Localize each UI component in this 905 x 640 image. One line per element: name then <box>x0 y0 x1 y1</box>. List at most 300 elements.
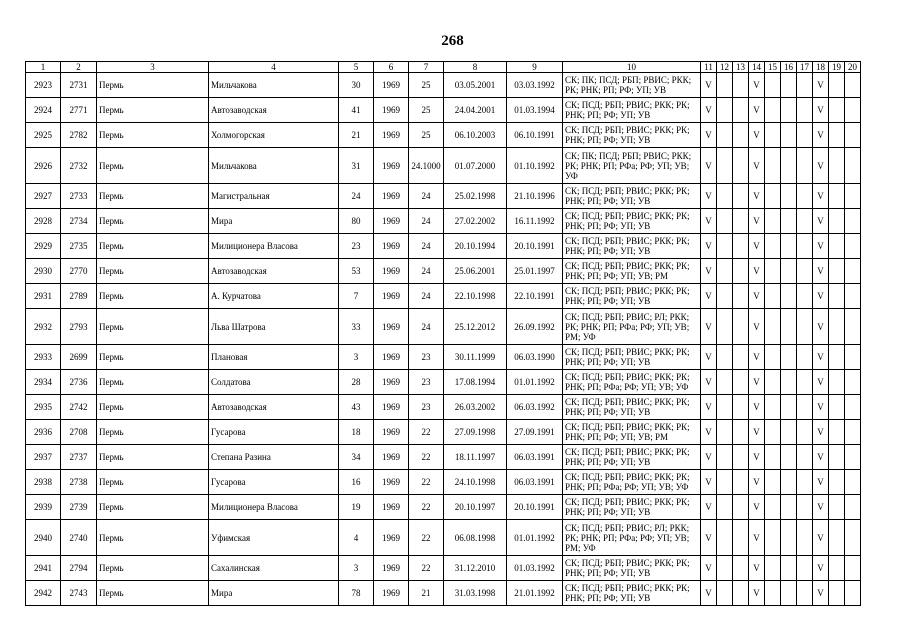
col-header-13: 13 <box>733 62 749 73</box>
cell-col-17 <box>797 98 813 123</box>
cell-col-6: 1969 <box>374 184 409 209</box>
cell-col-3: Пермь <box>97 184 209 209</box>
cell-col-20 <box>845 209 861 234</box>
cell-col-6: 1969 <box>374 470 409 495</box>
cell-col-15 <box>765 234 781 259</box>
cell-col-10: СК; ПСД; РБП; РВИС; РКК; РК; РНК; РП; РФ; УП; УВ <box>563 184 701 209</box>
cell-col-15 <box>765 445 781 470</box>
cell-col-4: Мильчакова <box>209 73 339 98</box>
table-body <box>26 73 861 606</box>
table-row <box>26 259 861 284</box>
table-row <box>26 520 861 556</box>
cell-col-18: V <box>813 470 829 495</box>
cell-col-3: Пермь <box>97 234 209 259</box>
cell-col-1: 2931 <box>26 284 61 309</box>
cell-col-12 <box>717 234 733 259</box>
cell-col-12 <box>717 420 733 445</box>
cell-col-11: V <box>701 259 717 284</box>
cell-col-8: 27.02.2002 <box>444 209 507 234</box>
cell-col-19 <box>829 209 845 234</box>
cell-col-3: Пермь <box>97 520 209 556</box>
cell-col-13 <box>733 395 749 420</box>
cell-col-18: V <box>813 556 829 581</box>
cell-col-2: 2794 <box>61 556 97 581</box>
cell-col-2: 2739 <box>61 495 97 520</box>
cell-col-5: 30 <box>339 73 374 98</box>
cell-col-8: 26.03.2002 <box>444 395 507 420</box>
cell-col-19 <box>829 259 845 284</box>
cell-col-3: Пермь <box>97 209 209 234</box>
col-header-17: 17 <box>797 62 813 73</box>
cell-col-14: V <box>749 309 765 345</box>
cell-col-4: Мира <box>209 581 339 606</box>
cell-col-11: V <box>701 234 717 259</box>
cell-col-16 <box>781 73 797 98</box>
cell-col-20 <box>845 556 861 581</box>
cell-col-6: 1969 <box>374 148 409 184</box>
cell-col-4: Магистральная <box>209 184 339 209</box>
cell-col-4: Мира <box>209 209 339 234</box>
cell-col-7: 23 <box>409 370 444 395</box>
cell-col-2: 2736 <box>61 370 97 395</box>
cell-col-7: 24 <box>409 234 444 259</box>
cell-col-17 <box>797 556 813 581</box>
cell-col-5: 7 <box>339 284 374 309</box>
cell-col-7: 22 <box>409 470 444 495</box>
cell-col-7: 24 <box>409 284 444 309</box>
cell-col-2: 2734 <box>61 209 97 234</box>
cell-col-2: 2708 <box>61 420 97 445</box>
cell-col-20 <box>845 495 861 520</box>
col-header-9: 9 <box>507 62 563 73</box>
cell-col-1: 2933 <box>26 345 61 370</box>
cell-col-12 <box>717 309 733 345</box>
cell-col-2: 2743 <box>61 581 97 606</box>
cell-col-10: СК; ПК; ПСД; РБП; РВИС; РКК; РК; РНК; РП; РФ; УП; УВ <box>563 73 701 98</box>
cell-col-4: Гусарова <box>209 470 339 495</box>
cell-col-15 <box>765 556 781 581</box>
cell-col-12 <box>717 370 733 395</box>
cell-col-1: 2938 <box>26 470 61 495</box>
cell-col-3: Пермь <box>97 556 209 581</box>
cell-col-3: Пермь <box>97 581 209 606</box>
cell-col-19 <box>829 556 845 581</box>
cell-col-20 <box>845 309 861 345</box>
cell-col-17 <box>797 581 813 606</box>
cell-col-7: 22 <box>409 495 444 520</box>
cell-col-20 <box>845 345 861 370</box>
cell-col-9: 06.03.1991 <box>507 470 563 495</box>
cell-col-6: 1969 <box>374 445 409 470</box>
cell-col-14: V <box>749 209 765 234</box>
cell-col-5: 31 <box>339 148 374 184</box>
col-header-15: 15 <box>765 62 781 73</box>
cell-col-7: 24 <box>409 184 444 209</box>
cell-col-10: СК; ПСД; РБП; РВИС; РКК; РК; РНК; РП; РФ; УП; УВ <box>563 234 701 259</box>
cell-col-11: V <box>701 123 717 148</box>
cell-col-14: V <box>749 370 765 395</box>
table-row <box>26 234 861 259</box>
cell-col-13 <box>733 234 749 259</box>
table-row <box>26 470 861 495</box>
cell-col-5: 21 <box>339 123 374 148</box>
cell-col-3: Пермь <box>97 148 209 184</box>
cell-col-18: V <box>813 520 829 556</box>
cell-col-8: 06.10.2003 <box>444 123 507 148</box>
cell-col-16 <box>781 556 797 581</box>
table-row <box>26 556 861 581</box>
cell-col-3: Пермь <box>97 495 209 520</box>
cell-col-9: 20.10.1991 <box>507 495 563 520</box>
cell-col-15 <box>765 73 781 98</box>
cell-col-19 <box>829 370 845 395</box>
cell-col-10: СК; ПСД; РБП; РВИС; РКК; РК; РНК; РП; РФ; УП; УВ <box>563 581 701 606</box>
cell-col-14: V <box>749 259 765 284</box>
cell-col-14: V <box>749 98 765 123</box>
cell-col-6: 1969 <box>374 520 409 556</box>
col-header-1: 1 <box>26 62 61 73</box>
cell-col-10: СК; ПСД; РБП; РВИС; РКК; РК; РНК; РП; РФ; УП; УВ <box>563 495 701 520</box>
cell-col-2: 2771 <box>61 98 97 123</box>
cell-col-10: СК; ПСД; РБП; РВИС; РКК; РК; РНК; РП; РФ; УП; УВ <box>563 556 701 581</box>
cell-col-4: Милиционера Власова <box>209 495 339 520</box>
cell-col-11: V <box>701 148 717 184</box>
cell-col-12 <box>717 345 733 370</box>
cell-col-12 <box>717 73 733 98</box>
cell-col-10: СК; ПСД; РБП; РВИС; РКК; РК; РНК; РП; РФ; УП; УВ <box>563 284 701 309</box>
cell-col-15 <box>765 470 781 495</box>
table-row <box>26 445 861 470</box>
cell-col-16 <box>781 184 797 209</box>
cell-col-4: Холмогорская <box>209 123 339 148</box>
cell-col-18: V <box>813 395 829 420</box>
cell-col-10: СК; ПСД; РБП; РВИС; РКК; РК; РНК; РП; РФа; РФ; УП; УВ; УФ <box>563 470 701 495</box>
cell-col-11: V <box>701 184 717 209</box>
cell-col-12 <box>717 556 733 581</box>
cell-col-12 <box>717 284 733 309</box>
header-row <box>26 62 861 73</box>
cell-col-13 <box>733 73 749 98</box>
cell-col-16 <box>781 284 797 309</box>
cell-col-17 <box>797 259 813 284</box>
cell-col-20 <box>845 370 861 395</box>
col-header-16: 16 <box>781 62 797 73</box>
cell-col-3: Пермь <box>97 345 209 370</box>
cell-col-2: 2737 <box>61 445 97 470</box>
table-row <box>26 209 861 234</box>
cell-col-17 <box>797 309 813 345</box>
cell-col-17 <box>797 445 813 470</box>
cell-col-7: 22 <box>409 445 444 470</box>
cell-col-4: Автозаводская <box>209 395 339 420</box>
cell-col-16 <box>781 123 797 148</box>
cell-col-16 <box>781 345 797 370</box>
table-row <box>26 184 861 209</box>
cell-col-1: 2936 <box>26 420 61 445</box>
cell-col-18: V <box>813 581 829 606</box>
col-header-8: 8 <box>444 62 507 73</box>
cell-col-19 <box>829 395 845 420</box>
cell-col-8: 03.05.2001 <box>444 73 507 98</box>
cell-col-1: 2928 <box>26 209 61 234</box>
col-header-7: 7 <box>409 62 444 73</box>
cell-col-1: 2927 <box>26 184 61 209</box>
cell-col-3: Пермь <box>97 370 209 395</box>
cell-col-7: 25 <box>409 98 444 123</box>
cell-col-2: 2733 <box>61 184 97 209</box>
cell-col-5: 18 <box>339 420 374 445</box>
cell-col-2: 2742 <box>61 395 97 420</box>
cell-col-2: 2740 <box>61 520 97 556</box>
cell-col-2: 2699 <box>61 345 97 370</box>
cell-col-20 <box>845 98 861 123</box>
cell-col-8: 31.12.2010 <box>444 556 507 581</box>
cell-col-4: Сахалинская <box>209 556 339 581</box>
cell-col-17 <box>797 470 813 495</box>
cell-col-4: Плановая <box>209 345 339 370</box>
cell-col-11: V <box>701 395 717 420</box>
register-table <box>25 61 861 606</box>
cell-col-3: Пермь <box>97 98 209 123</box>
cell-col-18: V <box>813 148 829 184</box>
cell-col-3: Пермь <box>97 309 209 345</box>
cell-col-8: 20.10.1994 <box>444 234 507 259</box>
cell-col-16 <box>781 495 797 520</box>
cell-col-5: 23 <box>339 234 374 259</box>
cell-col-6: 1969 <box>374 259 409 284</box>
cell-col-8: 18.11.1997 <box>444 445 507 470</box>
cell-col-6: 1969 <box>374 420 409 445</box>
cell-col-1: 2942 <box>26 581 61 606</box>
cell-col-19 <box>829 581 845 606</box>
cell-col-14: V <box>749 556 765 581</box>
cell-col-3: Пермь <box>97 284 209 309</box>
cell-col-4: Мильчакова <box>209 148 339 184</box>
cell-col-5: 28 <box>339 370 374 395</box>
cell-col-20 <box>845 470 861 495</box>
cell-col-13 <box>733 420 749 445</box>
cell-col-5: 19 <box>339 495 374 520</box>
cell-col-11: V <box>701 520 717 556</box>
cell-col-19 <box>829 309 845 345</box>
cell-col-10: СК; ПСД; РБП; РВИС; РКК; РК; РНК; РП; РФ; УП; УВ <box>563 345 701 370</box>
cell-col-14: V <box>749 520 765 556</box>
cell-col-15 <box>765 259 781 284</box>
cell-col-11: V <box>701 370 717 395</box>
cell-col-1: 2929 <box>26 234 61 259</box>
cell-col-9: 21.01.1992 <box>507 581 563 606</box>
cell-col-15 <box>765 98 781 123</box>
cell-col-11: V <box>701 209 717 234</box>
cell-col-19 <box>829 234 845 259</box>
cell-col-12 <box>717 445 733 470</box>
cell-col-17 <box>797 234 813 259</box>
table-row <box>26 370 861 395</box>
cell-col-12 <box>717 98 733 123</box>
cell-col-19 <box>829 98 845 123</box>
cell-col-10: СК; ПСД; РБП; РВИС; РЛ; РКК; РК; РНК; РП; РФа; РФ; УП; УВ; РМ; УФ <box>563 309 701 345</box>
cell-col-18: V <box>813 73 829 98</box>
cell-col-18: V <box>813 445 829 470</box>
cell-col-16 <box>781 98 797 123</box>
table-row <box>26 148 861 184</box>
cell-col-9: 06.03.1990 <box>507 345 563 370</box>
cell-col-9: 21.10.1996 <box>507 184 563 209</box>
cell-col-19 <box>829 445 845 470</box>
cell-col-1: 2923 <box>26 73 61 98</box>
cell-col-18: V <box>813 420 829 445</box>
cell-col-12 <box>717 148 733 184</box>
cell-col-13 <box>733 309 749 345</box>
col-header-6: 6 <box>374 62 409 73</box>
cell-col-16 <box>781 395 797 420</box>
cell-col-3: Пермь <box>97 395 209 420</box>
cell-col-15 <box>765 148 781 184</box>
cell-col-2: 2770 <box>61 259 97 284</box>
cell-col-11: V <box>701 470 717 495</box>
cell-col-13 <box>733 259 749 284</box>
cell-col-6: 1969 <box>374 98 409 123</box>
cell-col-18: V <box>813 98 829 123</box>
cell-col-13 <box>733 345 749 370</box>
cell-col-7: 24 <box>409 259 444 284</box>
cell-col-18: V <box>813 234 829 259</box>
cell-col-20 <box>845 520 861 556</box>
cell-col-17 <box>797 370 813 395</box>
cell-col-17 <box>797 123 813 148</box>
cell-col-15 <box>765 395 781 420</box>
cell-col-9: 01.10.1992 <box>507 148 563 184</box>
cell-col-1: 2925 <box>26 123 61 148</box>
table-row <box>26 581 861 606</box>
cell-col-4: Солдатова <box>209 370 339 395</box>
cell-col-9: 06.03.1992 <box>507 395 563 420</box>
cell-col-8: 24.04.2001 <box>444 98 507 123</box>
col-header-18: 18 <box>813 62 829 73</box>
cell-col-3: Пермь <box>97 420 209 445</box>
cell-col-8: 25.06.2001 <box>444 259 507 284</box>
cell-col-17 <box>797 73 813 98</box>
cell-col-12 <box>717 184 733 209</box>
cell-col-7: 23 <box>409 345 444 370</box>
cell-col-5: 34 <box>339 445 374 470</box>
cell-col-10: СК; ПСД; РБП; РВИС; РЛ; РКК; РК; РНК; РП; РФа; РФ; УП; УВ; РМ; УФ <box>563 520 701 556</box>
cell-col-14: V <box>749 148 765 184</box>
cell-col-1: 2926 <box>26 148 61 184</box>
table-row <box>26 345 861 370</box>
cell-col-15 <box>765 309 781 345</box>
cell-col-13 <box>733 581 749 606</box>
cell-col-8: 17.08.1994 <box>444 370 507 395</box>
cell-col-1: 2941 <box>26 556 61 581</box>
cell-col-2: 2782 <box>61 123 97 148</box>
cell-col-19 <box>829 345 845 370</box>
cell-col-12 <box>717 395 733 420</box>
cell-col-15 <box>765 345 781 370</box>
cell-col-16 <box>781 148 797 184</box>
cell-col-8: 25.02.1998 <box>444 184 507 209</box>
cell-col-4: Гусарова <box>209 420 339 445</box>
cell-col-14: V <box>749 123 765 148</box>
cell-col-11: V <box>701 345 717 370</box>
cell-col-5: 16 <box>339 470 374 495</box>
cell-col-7: 25 <box>409 73 444 98</box>
cell-col-8: 20.10.1997 <box>444 495 507 520</box>
cell-col-5: 80 <box>339 209 374 234</box>
cell-col-13 <box>733 123 749 148</box>
cell-col-20 <box>845 234 861 259</box>
cell-col-20 <box>845 445 861 470</box>
cell-col-10: СК; ПСД; РБП; РВИС; РКК; РК; РНК; РП; РФ; УП; УВ; РМ <box>563 259 701 284</box>
cell-col-8: 25.12.2012 <box>444 309 507 345</box>
cell-col-4: Уфимская <box>209 520 339 556</box>
cell-col-15 <box>765 495 781 520</box>
cell-col-17 <box>797 420 813 445</box>
cell-col-20 <box>845 420 861 445</box>
page-number: 268 <box>441 33 464 49</box>
cell-col-4: Степана Разина <box>209 445 339 470</box>
cell-col-9: 03.03.1992 <box>507 73 563 98</box>
cell-col-17 <box>797 395 813 420</box>
table-row <box>26 284 861 309</box>
cell-col-8: 06.08.1998 <box>444 520 507 556</box>
cell-col-15 <box>765 184 781 209</box>
cell-col-10: СК; ПСД; РБП; РВИС; РКК; РК; РНК; РП; РФ; УП; УВ <box>563 209 701 234</box>
cell-col-2: 2793 <box>61 309 97 345</box>
cell-col-14: V <box>749 73 765 98</box>
cell-col-12 <box>717 581 733 606</box>
cell-col-13 <box>733 520 749 556</box>
cell-col-6: 1969 <box>374 309 409 345</box>
cell-col-13 <box>733 470 749 495</box>
cell-col-2: 2732 <box>61 148 97 184</box>
table-row <box>26 309 861 345</box>
col-header-12: 12 <box>717 62 733 73</box>
cell-col-13 <box>733 209 749 234</box>
cell-col-11: V <box>701 98 717 123</box>
cell-col-17 <box>797 148 813 184</box>
cell-col-9: 01.01.1992 <box>507 520 563 556</box>
cell-col-5: 3 <box>339 345 374 370</box>
cell-col-14: V <box>749 184 765 209</box>
cell-col-17 <box>797 495 813 520</box>
cell-col-14: V <box>749 470 765 495</box>
cell-col-13 <box>733 98 749 123</box>
col-header-3: 3 <box>97 62 209 73</box>
cell-col-20 <box>845 259 861 284</box>
cell-col-18: V <box>813 345 829 370</box>
cell-col-19 <box>829 284 845 309</box>
cell-col-17 <box>797 520 813 556</box>
col-header-11: 11 <box>701 62 717 73</box>
cell-col-2: 2789 <box>61 284 97 309</box>
cell-col-5: 53 <box>339 259 374 284</box>
cell-col-8: 30.11.1999 <box>444 345 507 370</box>
cell-col-1: 2932 <box>26 309 61 345</box>
col-header-19: 19 <box>829 62 845 73</box>
cell-col-6: 1969 <box>374 73 409 98</box>
cell-col-12 <box>717 520 733 556</box>
cell-col-13 <box>733 148 749 184</box>
cell-col-7: 22 <box>409 420 444 445</box>
cell-col-5: 43 <box>339 395 374 420</box>
cell-col-1: 2930 <box>26 259 61 284</box>
cell-col-16 <box>781 470 797 495</box>
cell-col-19 <box>829 520 845 556</box>
cell-col-10: СК; ПК; ПСД; РБП; РВИС; РКК; РК; РНК; РП; РФа; РФ; УП; УВ; УФ <box>563 148 701 184</box>
cell-col-4: Милиционера Власова <box>209 234 339 259</box>
cell-col-13 <box>733 284 749 309</box>
